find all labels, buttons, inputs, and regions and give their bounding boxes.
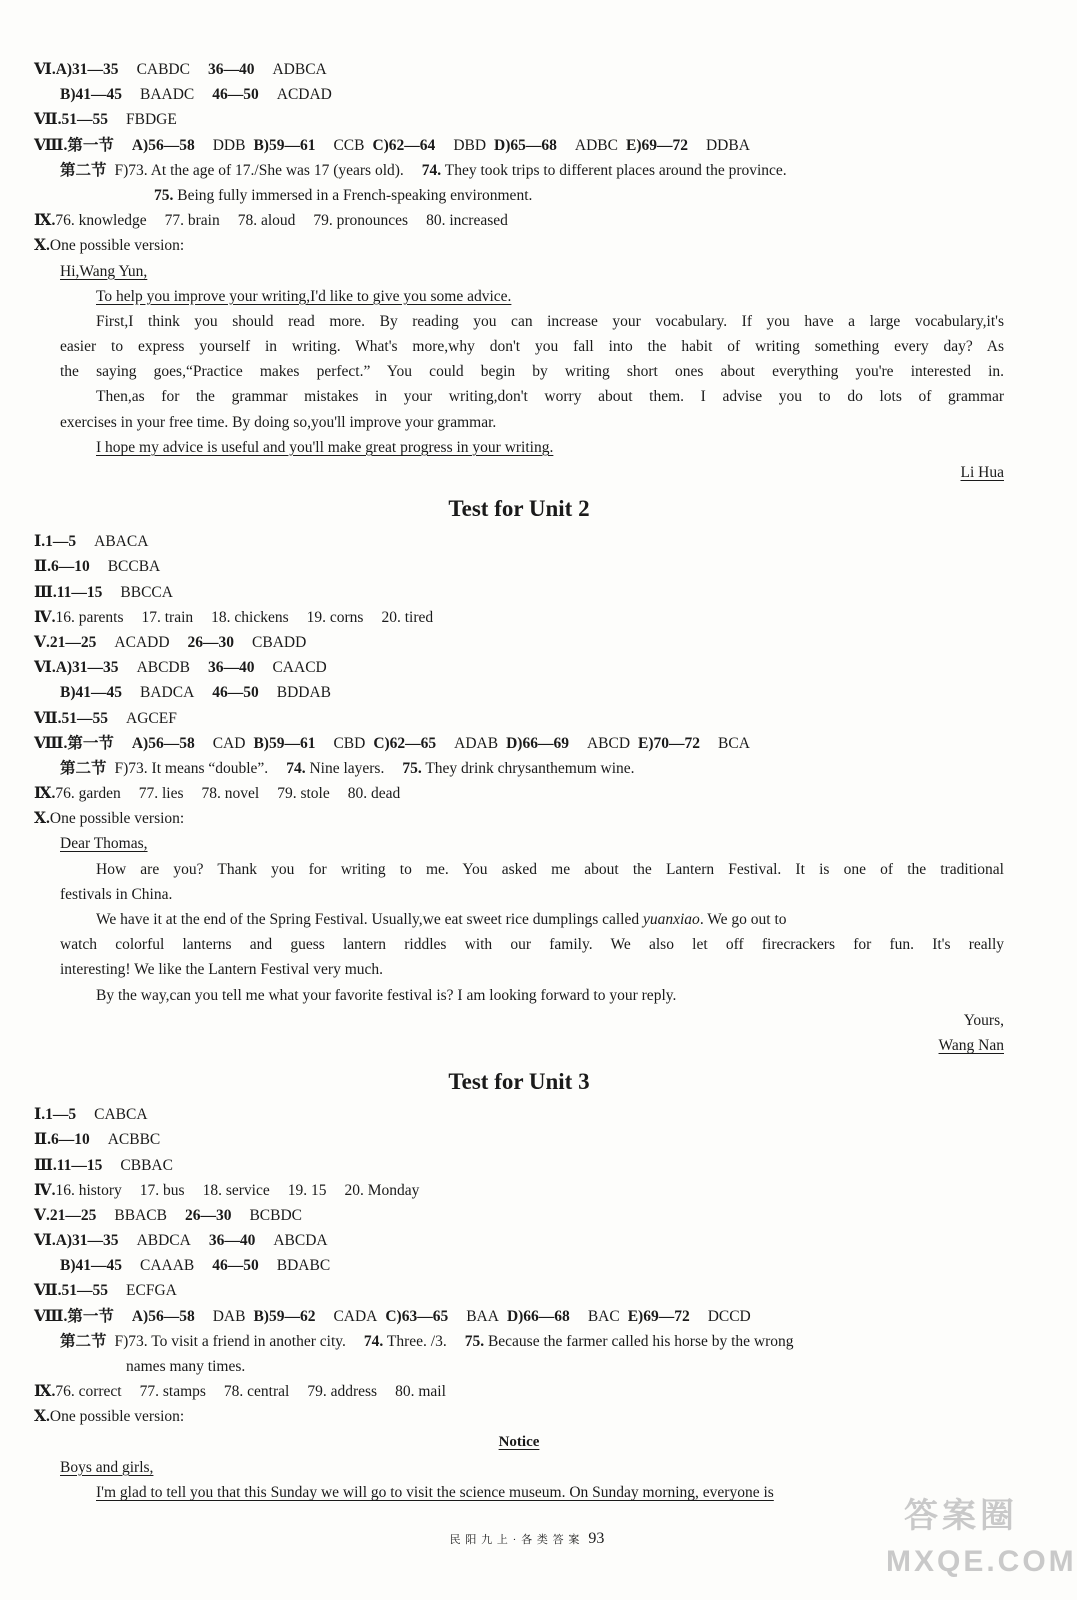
u2-vi-b-row: B)41—45 BADCA 46—50 BDDAB xyxy=(60,684,332,702)
u2-x-row: Ⅹ.One possible version: xyxy=(34,810,185,828)
p1-letter-line-6: exercises in your free time. By doing so,you'll improve your grammar. xyxy=(60,413,497,431)
u2-letter-closing: Yours, xyxy=(963,1011,1004,1029)
u3-viii-f3b-row: names many times. xyxy=(126,1358,246,1375)
u3-vi-a-row: Ⅵ.A)31—35 ABDCA 36—40 ABCDA xyxy=(34,1232,328,1250)
u2-letter-p2b: watch colorful lanterns and guess lantern riddles with our family. We also let off firecrackers for fun. It's really xyxy=(60,936,1004,954)
p1-ix-row: Ⅸ.76. knowledge 77. brain 78. aloud 79. pronounces 80. increased xyxy=(34,212,508,230)
u2-iv-row: Ⅳ.16. parents 17. train 18. chickens 19. corns 20. tired xyxy=(34,608,434,626)
u2-letter-p3: By the way,can you tell me what your favorite festival is? I am looking forward to your reply. xyxy=(96,986,677,1004)
u3-vii-row: Ⅶ.51—55 ECFGA xyxy=(34,1282,177,1300)
page-number: 93 xyxy=(588,1530,605,1547)
p1-letter-line-4: the saying goes,“Practice makes perfect.” You could begin by writing short ones about everything you're interested in. xyxy=(60,363,1004,381)
watermark-text-bottom: MXQE.COM xyxy=(886,1545,1077,1578)
p1-x-row: Ⅹ.One possible version: xyxy=(34,237,185,255)
u2-letter-greeting: Dear Thomas, xyxy=(60,835,148,853)
p1-viii-row: Ⅷ.第一节 A)56—58 DDB B)59—61 CCB C)62—64 DBD D)65—68 ADBC E)69—72 DDBA xyxy=(34,136,750,154)
u2-vii-row: Ⅶ.51—55 AGCEF xyxy=(34,709,177,727)
p1-letter-greeting: Hi,Wang Yun, xyxy=(60,262,148,280)
u3-notice-greeting: Boys and girls, xyxy=(60,1458,154,1476)
p1-letter-line-3: easier to express yourself in writing. What's more,why don't you fall into the habit of writing something every day? As xyxy=(60,338,1004,356)
u3-notice-heading: Notice xyxy=(498,1433,540,1450)
p1-letter-line-1: To help you improve your writing,I'd like to give you some advice. xyxy=(96,287,512,305)
u3-iii-row: Ⅲ.11—15 CBBAC xyxy=(34,1156,173,1174)
p1-viii-f3-row: 75. Being fully immersed in a French-speaking environment. xyxy=(154,186,533,204)
u2-vi-a-row: Ⅵ.A)31—35 ABCDB 36—40 CAACD xyxy=(34,659,327,677)
u3-notice-p1: I'm glad to tell you that this Sunday we will go to visit the science museum. On Sunday morning, everyone is xyxy=(96,1483,774,1501)
p1-vi-b-row: B)41—45 BAADC 46—50 ACDAD xyxy=(60,86,332,104)
u3-v-row: Ⅴ.21—25 BBACB 26—30 BCBDC xyxy=(34,1206,303,1224)
watermark-text-top: 答案圈 xyxy=(904,1497,1018,1535)
u2-viii-row: Ⅷ.第一节 A)56—58 CAD B)59—61 CBD C)62—65 ADAB D)66—69 ABCD E)70—72 BCA xyxy=(34,734,750,752)
u2-i-row: Ⅰ.1—5 ABACA xyxy=(34,533,149,551)
u2-v-row: Ⅴ.21—25 ACADD 26—30 CBADD xyxy=(34,633,307,651)
p1-letter-line-5: Then,as for the grammar mistakes in your writing,don't worry about them. I advise you to do lots of grammar xyxy=(96,388,1004,406)
u2-iii-row: Ⅲ.11—15 BBCCA xyxy=(34,583,173,601)
p1-vii-row: Ⅶ.51—55 FBDGE xyxy=(34,111,177,129)
p1-letter-line-2: First,I think you should read more. By reading you can increase your vocabulary. If you have a large vocabulary,it's xyxy=(96,312,1004,330)
p1-viii-f-row: 第二节 F)73. At the age of 17./She was 17 (years old). 74. They took trips to different places around the province. xyxy=(60,161,787,179)
p1-letter-line-7: I hope my advice is useful and you'll make great progress in your writing. xyxy=(96,438,554,456)
u3-ii-row: Ⅱ.6—10 ACBBC xyxy=(34,1131,161,1149)
u3-x-row: Ⅹ.One possible version: xyxy=(34,1408,185,1426)
u2-letter-p2c: interesting! We like the Lantern Festival very much. xyxy=(60,961,384,979)
u3-viii-f-row: 第二节 F)73. To visit a friend in another city. 74. Three. /3. 75. Because the farmer called his horse by the wrong xyxy=(60,1332,794,1350)
u2-ii-row: Ⅱ.6—10 BCCBA xyxy=(34,558,161,576)
u3-ix-row: Ⅸ.76. correct 77. stamps 78. central 79. address 80. mail xyxy=(34,1383,446,1401)
unit2-title: Test for Unit 2 xyxy=(448,496,590,522)
unit3-title: Test for Unit 3 xyxy=(448,1069,590,1095)
u3-viii-row: Ⅷ.第一节 A)56—58 DAB B)59—62 CADA C)63—65 BAA D)66—68 BAC E)69—72 DCCD xyxy=(34,1307,751,1325)
u2-viii-f-row: 第二节 F)73. It means “double”. 74. Nine layers. 75. They drink chrysanthemum wine. xyxy=(60,759,635,777)
u3-vi-b-row: B)41—45 CAAAB 46—50 BDABC xyxy=(60,1257,331,1275)
p1-letter-signature: Li Hua xyxy=(960,464,1004,481)
p1-vi-a-row: Ⅵ.A)31—35 CABDC 36—40 ADBCA xyxy=(34,61,327,78)
u2-ix-row: Ⅸ.76. garden 77. lies 78. novel 79. stole 80. dead xyxy=(34,785,401,803)
watermark-logo xyxy=(886,1488,1077,1593)
u2-letter-p2a: We have it at the end of the Spring Festival. Usually,we eat sweet rice dumplings called yuanxiao. We go out to xyxy=(96,911,787,928)
u3-iv-row: Ⅳ.16. history 17. bus 18. service 19. 15 20. Monday xyxy=(34,1181,420,1199)
u2-letter-p1b: festivals in China. xyxy=(60,885,173,903)
u2-letter-p1a: How are you? Thank you for writing to me. You asked me about the Lantern Festival. It is one of the traditional xyxy=(96,860,1004,878)
footer-book-label: 民 阳 九 上 · 各 类 答 案 xyxy=(449,1534,581,1546)
u3-i-row: Ⅰ.1—5 CABCA xyxy=(34,1106,148,1124)
u2-letter-signature: Wang Nan xyxy=(938,1036,1004,1054)
